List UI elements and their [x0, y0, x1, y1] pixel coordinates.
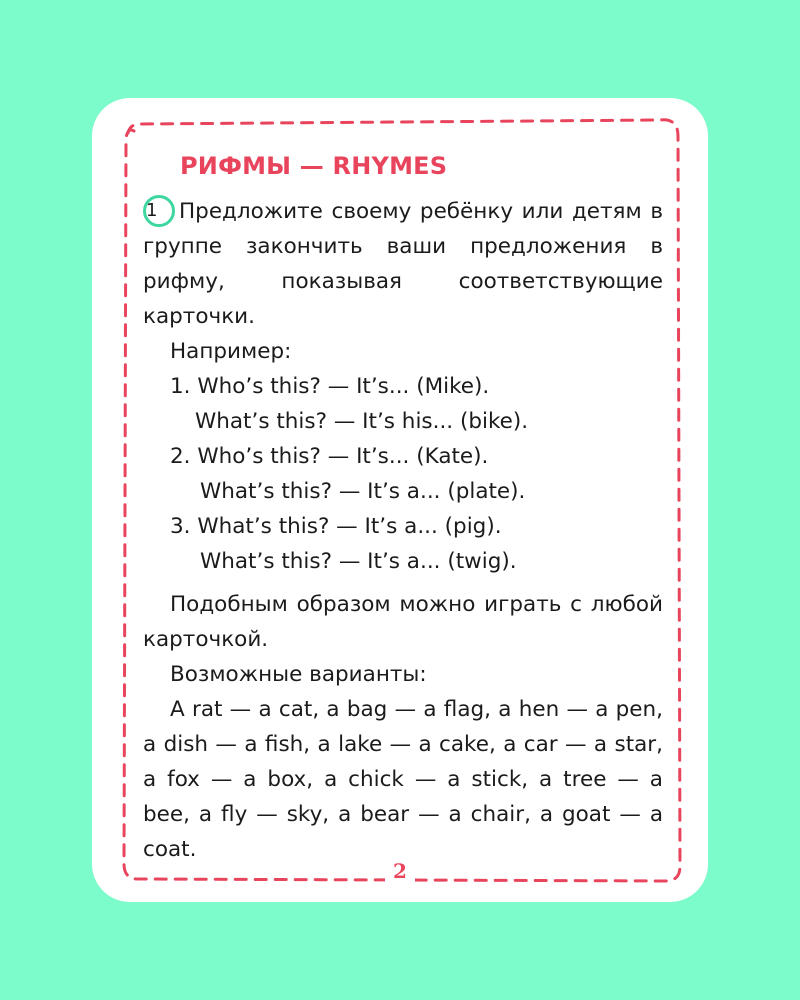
example-3-question-1: 3. What’s this? — It’s a... (pig).: [170, 514, 502, 539]
instruction-paragraph: [143, 194, 663, 334]
page-title: РИФМЫ — RHYMES: [180, 152, 448, 180]
similar-paragraph: Подобным образом можно играть с любой карточкой.: [143, 592, 663, 652]
rhymes-card: [92, 98, 708, 902]
example-1-question-1: 1. Who’s this? — It’s... (Mike).: [170, 374, 490, 399]
variants-label: Возможные варианты:: [170, 662, 427, 687]
example-3-question-2: What’s this? — It’s a... (twig).: [200, 549, 517, 574]
instruction-text: Предложите своему ребёнку или детям в группе закончить ваши предложения в рифму, показывая соответствующие карточки.: [143, 199, 663, 329]
page-number: [92, 859, 708, 883]
example-1-question-2: What’s this? — It’s his... (bike).: [195, 409, 529, 434]
step-number-badge: 1: [143, 195, 175, 227]
example-label: Например:: [170, 339, 292, 364]
page-number-text: 2: [385, 859, 415, 883]
example-2-question-2: What’s this? — It’s a... (plate).: [200, 479, 526, 504]
card-content: [143, 194, 663, 867]
example-2-question-1: 2. Who’s this? — It’s... (Kate).: [170, 444, 489, 469]
variants-paragraph: A rat — a cat, a bag — a flag, a hen — a pen, a dish — a fish, a lake — a cake, a car — a star, a fox — a box, a chick — a stick, a tree — a bee, a fly — sky, a bear — a chair, a goat — a coat.: [143, 697, 663, 862]
